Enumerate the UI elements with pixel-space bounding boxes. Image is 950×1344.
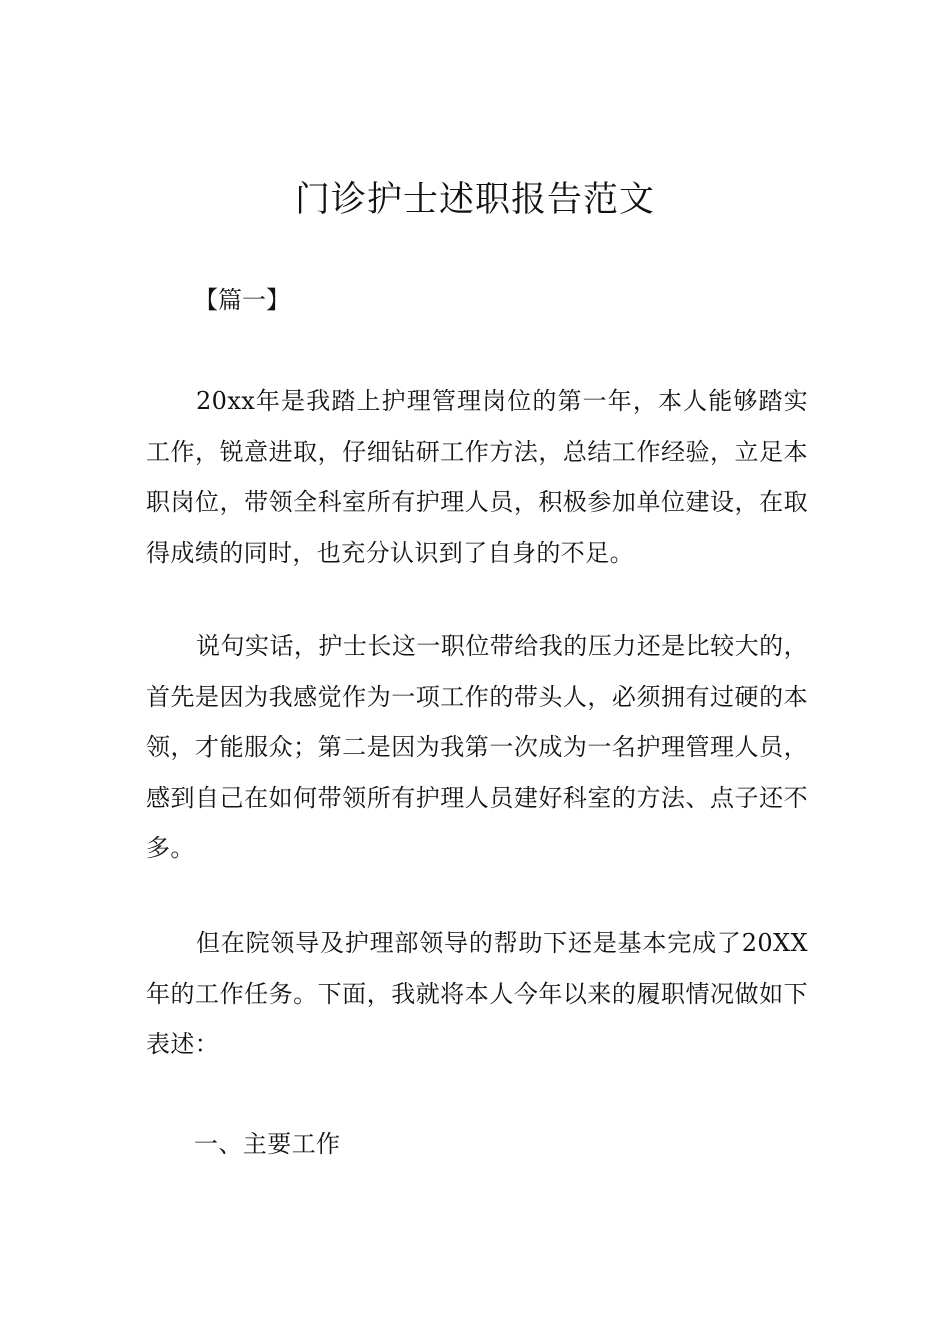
section-label: 【篇一】: [194, 286, 290, 314]
paragraph-3: 但在院领导及护理部领导的帮助下还是基本完成了20XX年的工作任务。下面，我就将本人今年以来的履职情况做如下表述：: [146, 929, 808, 1058]
document-title: 门诊护士述职报告范文: [294, 180, 655, 220]
paragraph-1: 20xx年是我踏上护理管理岗位的第一年，本人能够踏实工作，锐意进取，仔细钻研工作方法，总结工作经验，立足本职岗位，带领全科室所有护理人员，积极参加单位建设，在取得成绩的同时，也充分认识到了自身的不足。: [146, 387, 808, 567]
paragraph-2: 说句实话，护士长这一职位带给我的压力还是比较大的，首先是因为我感觉作为一项工作的带头人，必须拥有过硬的本领，才能服众；第二是因为我第一次成为一名护理管理人员，感到自己在如何带领所有护理人员建好科室的方法、点子还不多。: [146, 632, 808, 862]
subheading-main-work: 一、主要工作: [194, 1130, 341, 1158]
